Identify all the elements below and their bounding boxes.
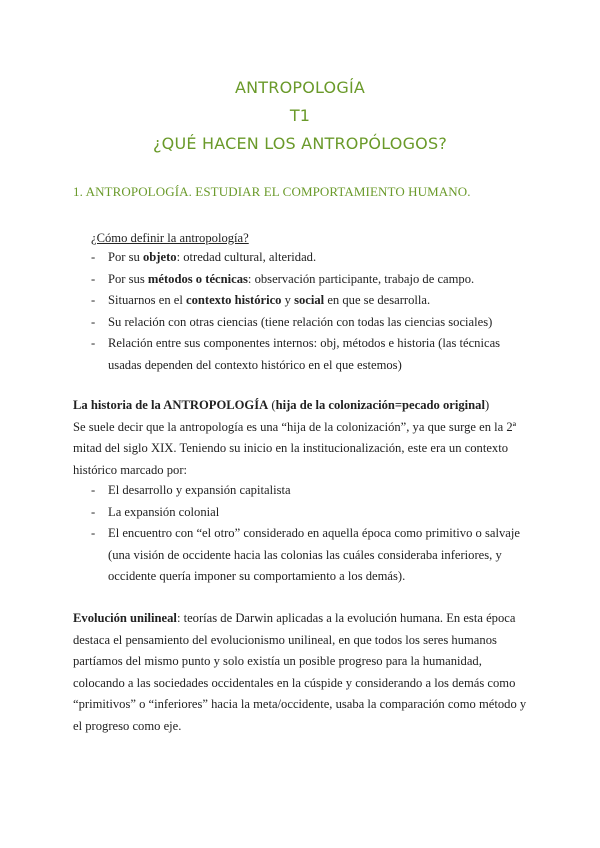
list-item: - Por sus métodos o técnicas: observación participante, trabajo de campo. bbox=[91, 269, 531, 291]
history-text: Se suele decir que la antropología es una “hija de la colonización”, ya que surge en la 2ª mitad del siglo XIX. Teniendo su inicio en la institucionalización, este era un contexto histórico marcado por: bbox=[73, 419, 517, 477]
list-item: - El desarrollo y expansión capitalista bbox=[91, 480, 531, 502]
list-item: - Relación entre sus componentes internos: obj, métodos e historia (las técnicas usadas dependen del contexto histórico en el que estemos) bbox=[91, 333, 531, 376]
title-line-1: ANTROPOLOGÍA bbox=[234, 78, 366, 97]
title-line-3: ¿QUÉ HACEN LOS ANTROPÓLOGOS? bbox=[152, 134, 448, 153]
definition-list bbox=[91, 247, 531, 376]
evolution-paragraph bbox=[73, 608, 531, 737]
list-item: - La expansión colonial bbox=[91, 502, 531, 524]
history-paragraph bbox=[73, 395, 531, 481]
document-title bbox=[0, 74, 600, 158]
list-item: - Situarnos en el contexto histórico y social en que se desarrolla. bbox=[91, 290, 531, 312]
list-item: - Por su objeto: otredad cultural, alteridad. bbox=[91, 247, 531, 269]
history-heading: La historia de la ANTROPOLOGÍA (hija de la colonización=pecado original) bbox=[73, 398, 490, 412]
history-list bbox=[91, 480, 531, 588]
evolution-heading: Evolución unilineal bbox=[73, 611, 177, 625]
list-item: - El encuentro con “el otro” considerado en aquella época como primitivo o salvaje (una visión de occidente hacia las colonias las cuáles consideraba inferiores, y occidente quería imponer su comportamiento a los demás). bbox=[91, 523, 531, 588]
list-item: - Su relación con otras ciencias (tiene relación con todas las ciencias sociales) bbox=[91, 312, 531, 334]
title-line-2: T1 bbox=[289, 106, 311, 125]
evolution-text: : teorías de Darwin aplicadas a la evolución humana. En esta época destaca el pensamiento del evolucionismo unilineal, en que todos los seres humanos partíamos del mismo punto y solo existía un posible progreso para la humanidad, colocando a las sociedades occidentales en la cúspide y considerando a los demás como “primitivos” o “inferiores” hacia la meta/occidente, usaba la comparación como método y el progreso como eje. bbox=[73, 611, 527, 733]
section-heading: 1. ANTROPOLOGÍA. ESTUDIAR EL COMPORTAMIENTO HUMANO. bbox=[73, 184, 471, 199]
definition-question: ¿Cómo definir la antropología? bbox=[91, 231, 249, 245]
